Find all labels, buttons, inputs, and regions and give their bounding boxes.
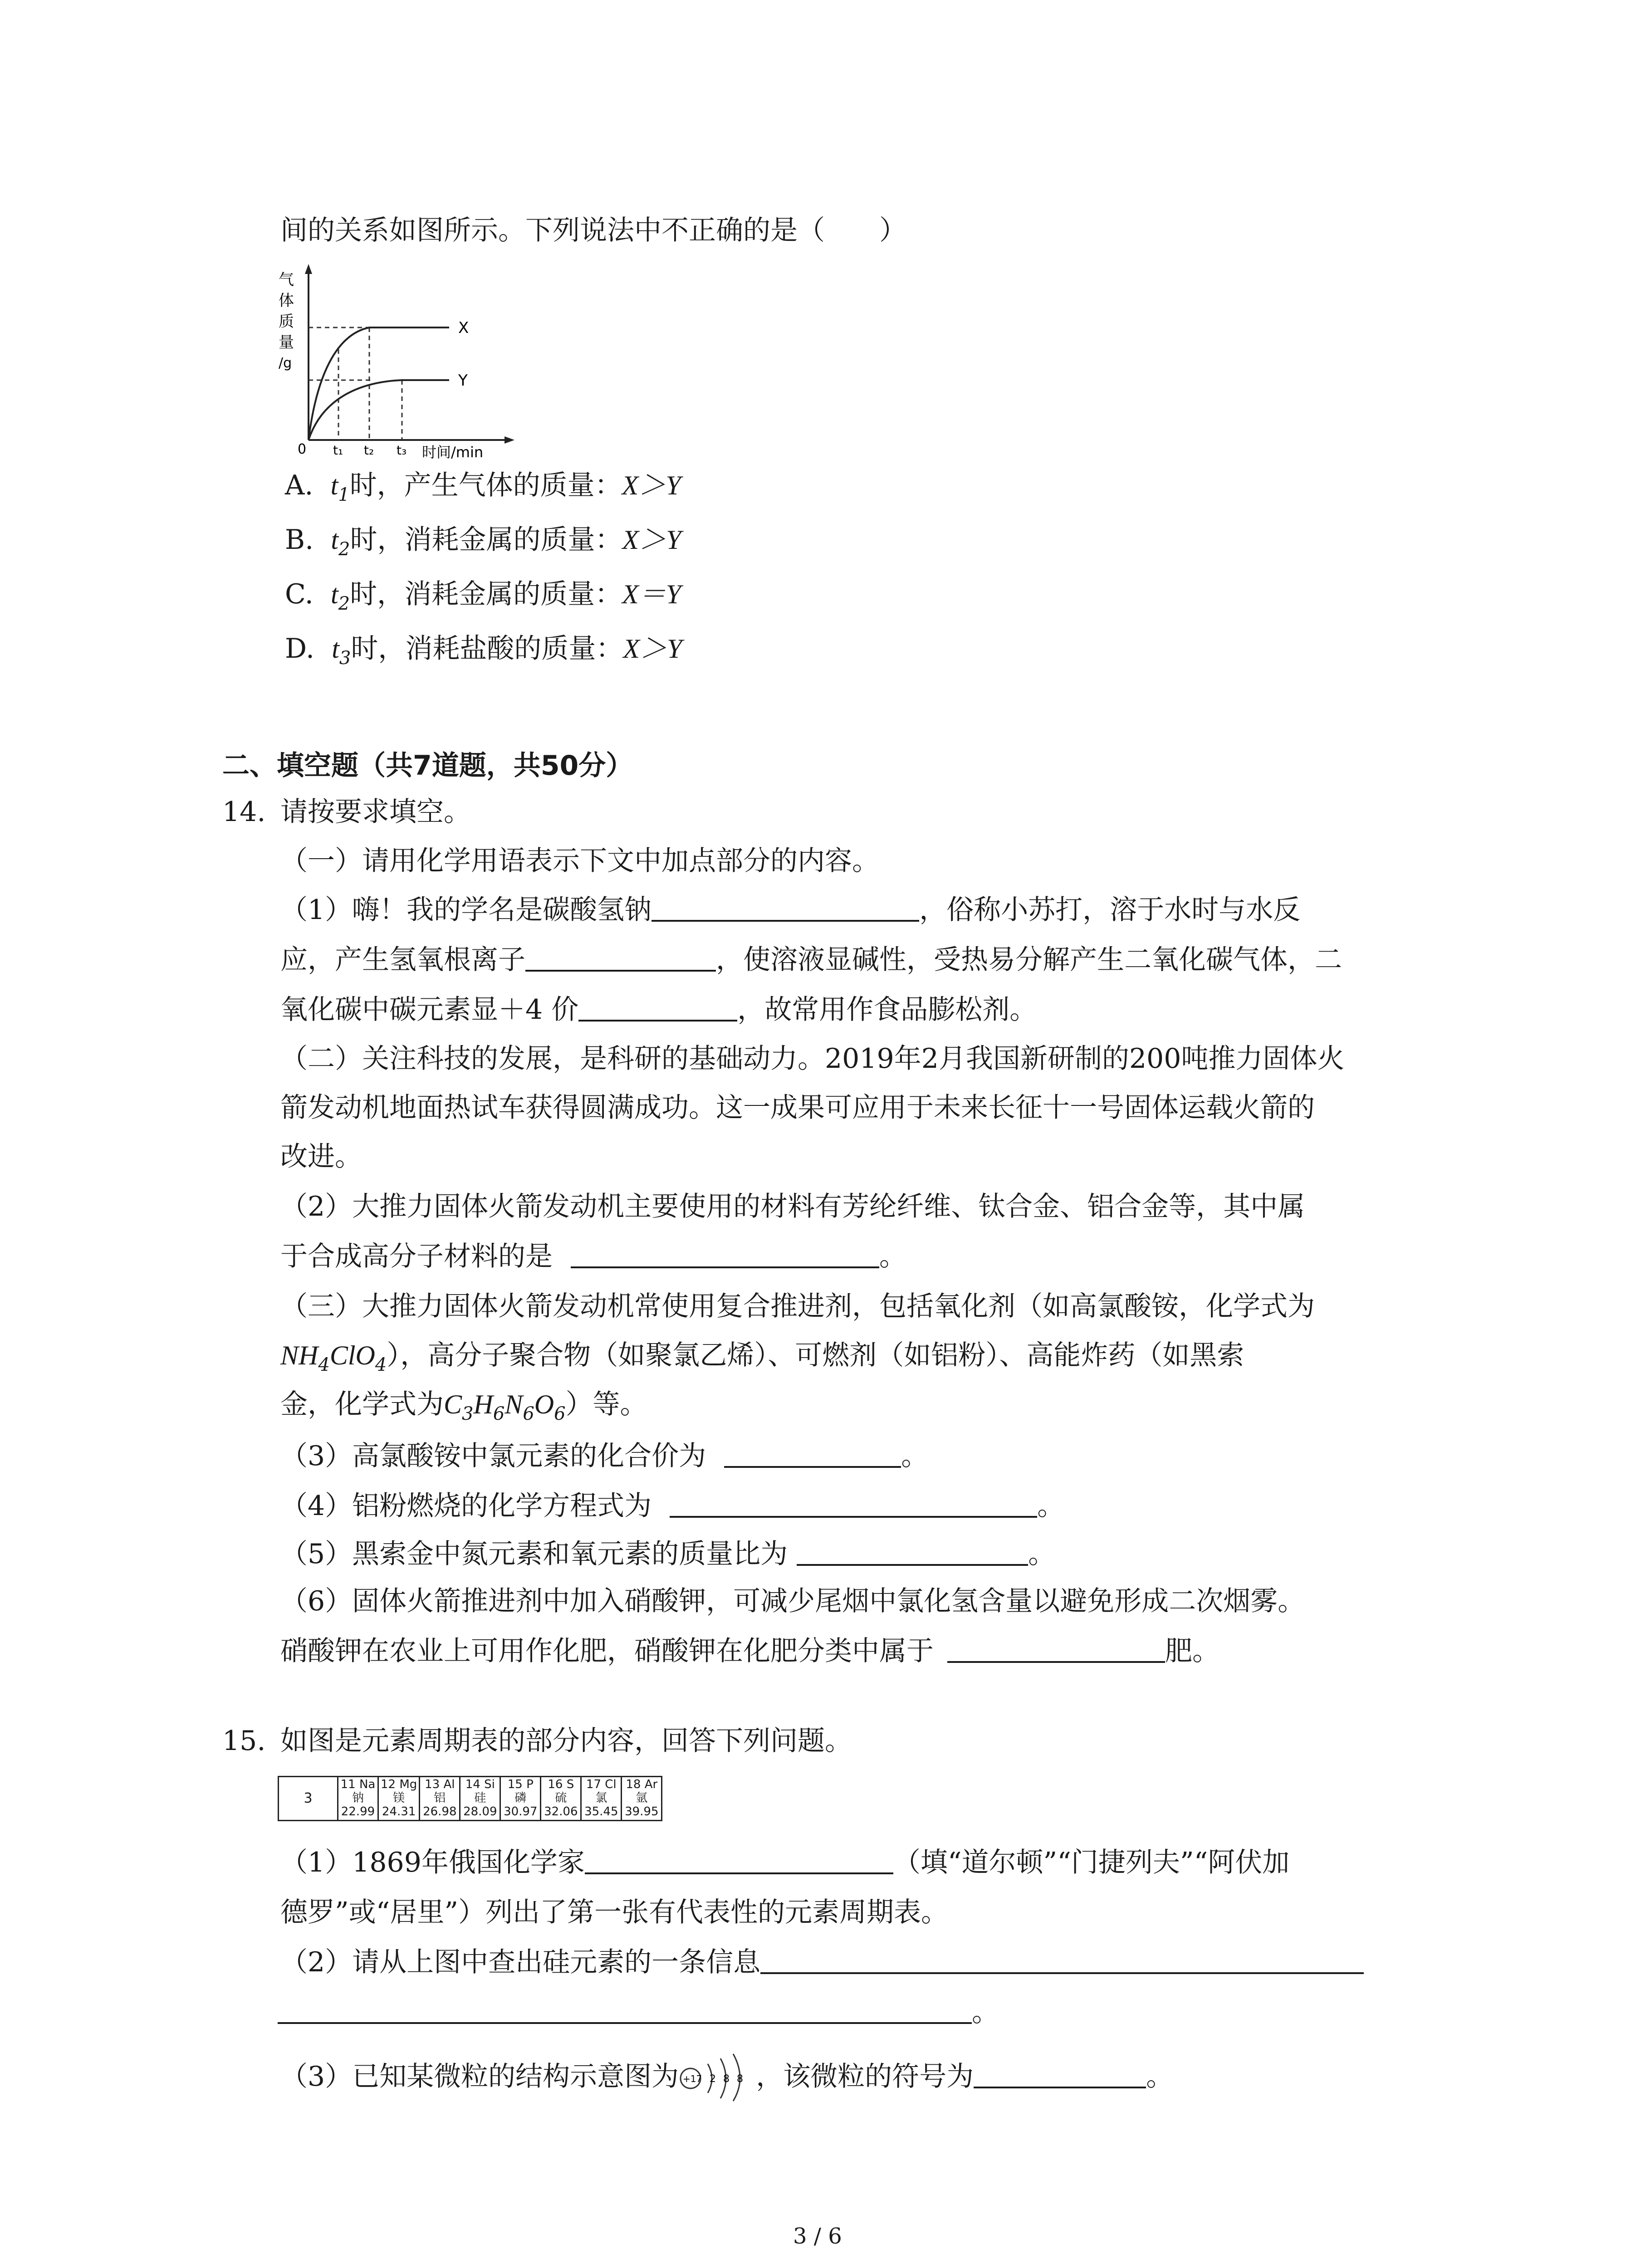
q14-line2 (280, 944, 1342, 976)
page-number: 3 / 6 (793, 2224, 842, 2249)
formula-n-sub: 6 (523, 1403, 534, 1424)
graph-ylabel-1: 气 (279, 271, 294, 289)
element-cl-number: 17 (586, 1778, 602, 1791)
graph-xlabel: 时间/min (422, 444, 484, 461)
element-p-number: 15 (507, 1778, 523, 1791)
option-b-sub: 2 (338, 539, 350, 560)
element-al-number: 13 (425, 1778, 440, 1791)
option-a[interactable] (285, 469, 681, 505)
element-ar-number: 18 (626, 1778, 641, 1791)
element-ar-symbol: Ar (644, 1778, 658, 1791)
element-p-symbol: P (526, 1778, 534, 1791)
option-c-letter: C. (285, 578, 314, 610)
option-b-rel: X＞Y (622, 525, 681, 555)
element-mg-name: 镁 (393, 1791, 405, 1805)
option-b-t: t (331, 525, 338, 555)
q14-q2-line1: （2）大推力固体火箭发动机主要使用的材料有芳纶纤维、钛合金、铝合金等，其中属 (280, 1191, 1305, 1222)
option-b[interactable] (285, 526, 681, 558)
formula-h: H (473, 1389, 493, 1419)
formula-o: O (534, 1389, 554, 1419)
graph-curve-x-label: X (458, 319, 469, 337)
element-s-symbol: S (566, 1778, 574, 1791)
q14-q5-a: （5）黑索金中氮元素和氧元素的质量比为 (280, 1538, 788, 1570)
option-c-rel: X＝Y (622, 579, 681, 609)
atom-nucleus-charge: +17 (683, 2073, 702, 2084)
q14-part3-line1: （三）大推力固体火箭发动机常使用复合推进剂，包括氧化剂（如高氯酸铵，化学式为 (280, 1290, 1315, 1322)
q14-line2-b: ，使溶液显碱性，受热易分解产生二氧化碳气体，二 (716, 944, 1342, 976)
graph-curve-y-label: Y (458, 371, 468, 390)
q15-number: 15. (222, 1725, 266, 1757)
q14-blank-5[interactable] (724, 1442, 901, 1468)
q14-line2-a: 应，产生氢氧根离子 (280, 944, 525, 976)
q14-q2-line2-b: 。 (879, 1241, 906, 1272)
graph-curve-x (309, 327, 449, 440)
graph-y-arrow (305, 264, 312, 274)
element-cell-s (541, 1777, 581, 1821)
q14-blank-7[interactable] (797, 1540, 1028, 1566)
element-cell-al (420, 1777, 460, 1821)
formula-nh4clo4-sub2: 4 (375, 1354, 387, 1375)
q14-blank-2[interactable] (525, 946, 716, 972)
q14-line3-a: 氧化碳中碳元素显＋4 价 (280, 994, 579, 1026)
formula-h-sub: 6 (493, 1403, 505, 1424)
element-na-name: 钠 (352, 1791, 364, 1805)
q14-blank-8[interactable] (947, 1637, 1165, 1663)
atom-shell-1-electrons: 2 (710, 2073, 716, 2085)
q14-part3-line3 (280, 1388, 647, 1424)
element-si-mass: 28.09 (463, 1804, 497, 1818)
q15-q1-line1 (280, 1849, 1289, 1876)
option-c-t: t (331, 579, 338, 609)
q14-number: 14. (222, 796, 266, 828)
element-mg-symbol: Mg (399, 1778, 417, 1791)
q14-line3-b: ，故常用作食品膨松剂。 (737, 994, 1037, 1026)
formula-nh4clo4-clo: ClO (329, 1340, 375, 1370)
periodic-table-excerpt (278, 1776, 662, 1821)
atom-shell-2-electrons: 8 (723, 2073, 730, 2085)
q14-part1: （一）请用化学用语表示下文中加点部分的内容。 (280, 845, 879, 877)
element-na-symbol: Na (359, 1778, 376, 1791)
graph-ylabel-3: 质 (279, 313, 294, 331)
element-s-name: 硫 (555, 1791, 567, 1805)
element-cl-name: 氯 (595, 1791, 607, 1805)
q14-blank-6[interactable] (670, 1492, 1037, 1518)
q15-q1-b: （填“道尔顿”“门捷列夫”“阿伏加 (893, 1847, 1290, 1878)
q14-q3-a: （3）高氯酸铵中氯元素的化合价为 (280, 1440, 706, 1472)
formula-nh4clo4-nh: NH (280, 1340, 318, 1370)
q14-q6-line2-a: 硝酸钾在农业上可用作化肥，硝酸钾在化肥分类中属于 (280, 1635, 934, 1667)
option-a-letter: A. (285, 469, 314, 501)
option-c-sub: 2 (338, 593, 350, 614)
element-si-name: 硅 (474, 1791, 486, 1805)
section-2-heading: 二、填空题（共7道题，共50分） (222, 750, 633, 782)
option-a-rel: X＞Y (622, 470, 681, 500)
graph-tick-t2: t₂ (364, 443, 374, 458)
option-d-text: 时，消耗盐酸的质量： (351, 633, 623, 665)
q14-part3-line2-text: ），高分子聚合物（如聚氯乙烯）、可燃剂（如铝粉）、高能炸药（如黑索 (387, 1339, 1244, 1371)
element-p-mass: 30.97 (504, 1804, 538, 1818)
q15-q3-c: 。 (1146, 2061, 1174, 2092)
q14-q4-b: 。 (1037, 1490, 1065, 1522)
element-cell-si (460, 1777, 500, 1821)
q14-q4-a: （4）铝粉燃烧的化学方程式为 (280, 1490, 652, 1522)
option-d-sub: 3 (339, 648, 351, 669)
graph-x-arrow (505, 436, 514, 444)
periodic-table-row (279, 1777, 662, 1821)
option-d[interactable] (285, 635, 682, 667)
q14-q6-line1: （6）固体火箭推进剂中加入硝酸钾，可减少尾烟中氯化氢含量以避免形成二次烟雾。 (280, 1585, 1305, 1617)
q14-line1 (280, 896, 1300, 924)
element-cl-symbol: Cl (605, 1778, 617, 1791)
atom-shell-3-electrons: 8 (737, 2073, 744, 2085)
q15-q2-a: （2）请从上图中查出硅元素的一条信息 (280, 1946, 761, 1978)
q14-part3-line2 (280, 1339, 1244, 1375)
element-cell-cl (581, 1777, 622, 1821)
q15-q3-a: （3）已知某微粒的结构示意图为 (280, 2061, 679, 2092)
q14-part2-line2: 箭发动机地面热试车获得圆满成功。这一成果可应用于未来长征十一号固体运载火箭的 (280, 1092, 1315, 1124)
graph-origin: 0 (298, 441, 307, 457)
q14-part3-line3-b: ）等。 (565, 1388, 647, 1420)
element-s-number: 16 (548, 1778, 563, 1791)
q14-part3-line3-a: 金，化学式为 (280, 1388, 444, 1420)
q14-q6-line2 (280, 1637, 1220, 1665)
option-a-sub: 1 (338, 484, 350, 505)
element-na-number: 11 (340, 1778, 356, 1791)
formula-n: N (505, 1389, 523, 1419)
q14-intro: 请按要求填空。 (280, 796, 471, 828)
q14-blank-1[interactable] (652, 896, 919, 922)
q14-line1-b: ，俗称小苏打，溶于水时与水反 (919, 894, 1301, 926)
q14-q5 (280, 1540, 1055, 1568)
q14-part2-line3: 改进。 (280, 1141, 362, 1173)
q15-q1-a: （1）1869年俄国化学家 (280, 1847, 585, 1878)
q14-q3-b: 。 (901, 1440, 929, 1472)
q14-line3 (280, 994, 1037, 1026)
q14-q3 (280, 1442, 928, 1470)
graph-tick-t3: t₃ (397, 443, 407, 458)
q14-part2-line1: （二）关注科技的发展，是科研的基础动力。2019年2月我国新研制的200吨推力固体火 (280, 1043, 1345, 1075)
q15-blank-2b[interactable] (278, 1999, 972, 2024)
q14-blank-3[interactable] (578, 996, 737, 1022)
q15-q3-b: ，该微粒的符号为 (756, 2061, 974, 2092)
option-b-letter: B. (285, 524, 314, 556)
element-cell-ar (622, 1777, 662, 1821)
element-si-symbol: Si (484, 1778, 495, 1791)
formula-nh4clo4-sub1: 4 (318, 1354, 330, 1375)
option-c[interactable] (285, 578, 681, 614)
element-cell-na (338, 1777, 378, 1821)
formula-c: C (444, 1389, 462, 1419)
element-p-name: 磷 (514, 1791, 527, 1805)
q15-blank-3[interactable] (974, 2063, 1146, 2088)
element-cl-mass: 35.45 (584, 1804, 618, 1818)
graph-ylabel-2: 体 (279, 292, 294, 310)
element-ar-mass: 39.95 (625, 1804, 659, 1818)
element-mg-mass: 24.31 (382, 1804, 416, 1818)
element-s-mass: 32.06 (544, 1804, 578, 1818)
q14-blank-4[interactable] (571, 1243, 879, 1268)
q15-blank-2a[interactable] (760, 1949, 1364, 1974)
option-d-rel: X＞Y (623, 634, 682, 664)
element-al-symbol: Al (443, 1778, 455, 1791)
q15-blank-1[interactable] (585, 1849, 893, 1874)
element-ar-name: 氩 (636, 1791, 648, 1805)
graph-curve-y (309, 380, 449, 440)
element-si-number: 14 (465, 1778, 480, 1791)
q15-intro: 如图是元素周期表的部分内容，回答下列问题。 (280, 1725, 852, 1757)
q14-q6-line2-b: 肥。 (1165, 1635, 1220, 1667)
graph-ylabel-4: 量 (279, 333, 294, 352)
q14-q2-line2-a: 于合成高分子材料的是 (280, 1241, 553, 1272)
element-na-mass: 22.99 (341, 1804, 375, 1818)
option-b-text: 时，消耗金属的质量： (350, 524, 622, 556)
element-cell-mg (378, 1777, 420, 1821)
q14-q2-line2 (280, 1243, 906, 1270)
q14-line1-a: （1）嗨！我的学名是碳酸氢钠 (280, 894, 652, 926)
q15-q2-b: 。 (972, 1996, 999, 2028)
element-al-mass: 26.98 (423, 1804, 457, 1818)
q15-q2-line2 (278, 1996, 999, 2028)
q13-stem-tail: 间的关系如图所示。下列说法中不正确的是（ ） (280, 215, 906, 246)
option-d-letter: D. (285, 633, 315, 665)
q15-q2-line1 (280, 1946, 1364, 1978)
element-mg-number: 12 (381, 1778, 396, 1791)
graph-tick-t1: t₁ (333, 443, 343, 458)
formula-c-sub: 3 (462, 1403, 474, 1424)
period-number: 3 (279, 1777, 338, 1821)
q13-gas-mass-graph (272, 263, 526, 463)
option-c-text: 时，消耗金属的质量： (350, 578, 622, 610)
atom-structure-diagram (679, 2052, 756, 2102)
q14-q5-b: 。 (1028, 1538, 1056, 1570)
option-a-text: 时，产生气体的质量： (349, 469, 622, 501)
q15-q3-line (280, 2052, 1173, 2102)
option-d-t: t (332, 634, 339, 664)
element-cell-p (500, 1777, 541, 1821)
option-a-t: t (330, 470, 338, 500)
element-al-name: 铝 (434, 1791, 446, 1805)
q14-q4 (280, 1492, 1064, 1520)
graph-ylabel-5: /g (279, 355, 292, 371)
q15-q1-line2: 德罗”或“居里”）列出了第一张有代表性的元素周期表。 (280, 1897, 949, 1928)
formula-o-sub: 6 (554, 1403, 566, 1424)
